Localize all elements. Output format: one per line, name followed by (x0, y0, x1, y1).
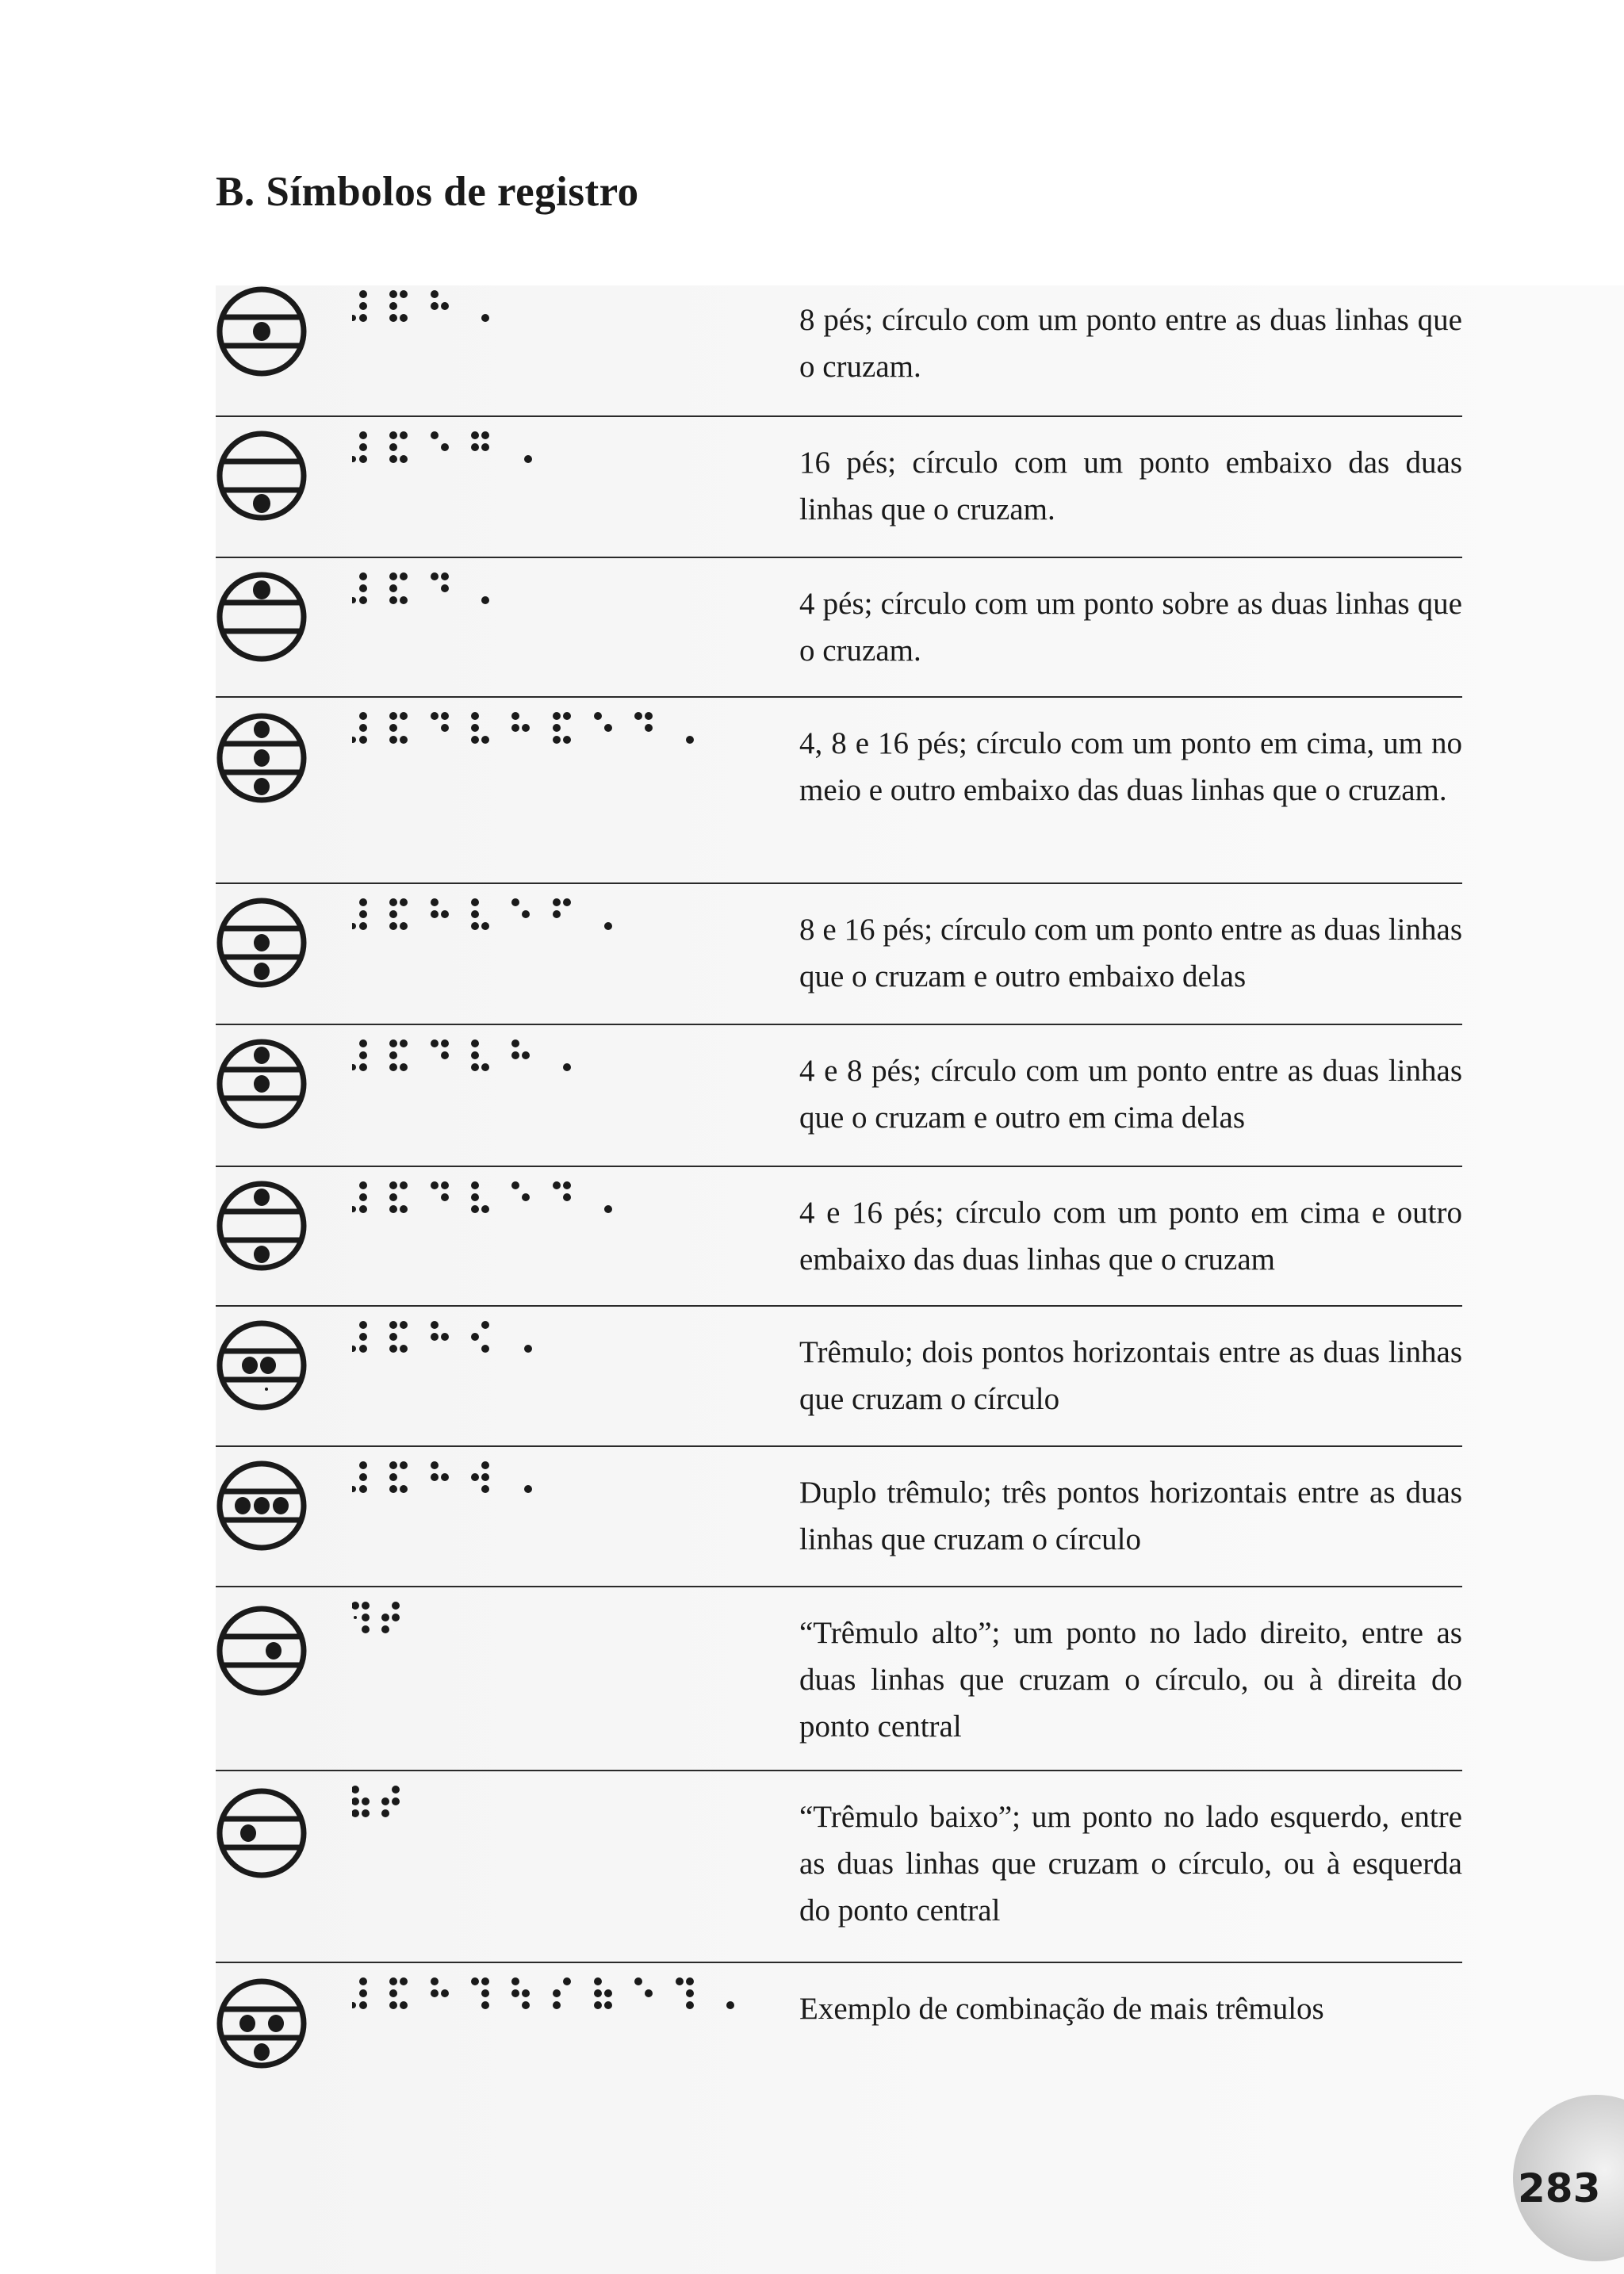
row-description: 4, 8 e 16 pés; círculo com um ponto em cima, um no meio e outro embaixo das duas linhas que o cruzam. (799, 726, 1462, 807)
braille-notation (352, 1598, 431, 1638)
row-divider (216, 1770, 1462, 1771)
row-description: 4 e 16 pés; círculo com um ponto em cima e outro embaixo das duas linhas que o cruzam (799, 1196, 1462, 1277)
row-description: Exemplo de combinação de mais trêmulos (799, 1992, 1324, 2026)
registration-circle-4-16ft-icon (216, 1180, 308, 1272)
registration-table (216, 0, 1462, 2274)
registration-circle-combined-tremolo-icon (216, 1977, 308, 2069)
registration-circle-high-tremolo-icon (216, 1605, 308, 1697)
braille-notation (352, 1318, 558, 1357)
section-title: B. Símbolos de registro (216, 169, 639, 215)
row-divider (216, 882, 1462, 884)
registration-circle-8ft-icon (216, 285, 308, 377)
row-divider (216, 1445, 1462, 1447)
braille-notation (352, 428, 558, 468)
row-divider (216, 696, 1462, 698)
row-divider (216, 1586, 1462, 1587)
row-divider (216, 1166, 1462, 1167)
row-description: “Trêmulo baixo”; um ponto no lado esquerdo, entre as duas linhas que cruzam o círculo, ou à esquerda do ponto central (799, 1800, 1462, 1928)
braille-notation (352, 569, 515, 609)
registration-circle-16ft-icon (216, 430, 308, 522)
registration-circle-4ft-icon (216, 571, 308, 663)
registration-circle-tremolo-icon (216, 1319, 308, 1411)
row-description: 16 pés; círculo com um ponto embaixo das duas linhas que o cruzam. (799, 446, 1462, 526)
row-description: 4 pés; círculo com um ponto sobre as duas linhas que o cruzam. (799, 587, 1462, 668)
row-divider (216, 415, 1462, 417)
registration-circle-double-tremolo-icon (216, 1460, 308, 1552)
braille-notation (352, 895, 653, 935)
braille-notation (352, 1178, 653, 1218)
page-number: 283 (1518, 2165, 1601, 2211)
row-divider (216, 1962, 1462, 1963)
registration-circle-4-8ft-icon (216, 1038, 308, 1130)
braille-notation (352, 1782, 431, 1822)
braille-notation (352, 1974, 796, 2014)
registration-circle-low-tremolo-icon (216, 1787, 308, 1879)
braille-notation (352, 709, 749, 748)
row-divider (216, 1305, 1462, 1307)
row-description: Duplo trêmulo; três pontos horizontais entre as duas linhas que cruzam o círculo (799, 1476, 1462, 1556)
registration-circle-4-8-16ft-icon (216, 712, 308, 804)
row-description: 8 e 16 pés; círculo com um ponto entre as duas linhas que o cruzam e outro embaixo delas (799, 913, 1462, 993)
row-divider (216, 557, 1462, 558)
registration-circle-8-16ft-icon (216, 897, 308, 989)
row-description: “Trêmulo alto”; um ponto no lado direito, entre as duas linhas que cruzam o círculo, ou à direita do ponto central (799, 1616, 1462, 1744)
row-divider (216, 1024, 1462, 1025)
row-description: 4 e 8 pés; círculo com um ponto entre as duas linhas que o cruzam e outro em cima delas (799, 1054, 1462, 1135)
braille-notation (352, 1458, 558, 1498)
braille-notation (352, 287, 515, 327)
braille-notation (352, 1036, 606, 1076)
row-description: Trêmulo; dois pontos horizontais entre as duas linhas que cruzam o círculo (799, 1335, 1462, 1416)
row-description: 8 pés; círculo com um ponto entre as duas linhas que o cruzam. (799, 303, 1462, 384)
